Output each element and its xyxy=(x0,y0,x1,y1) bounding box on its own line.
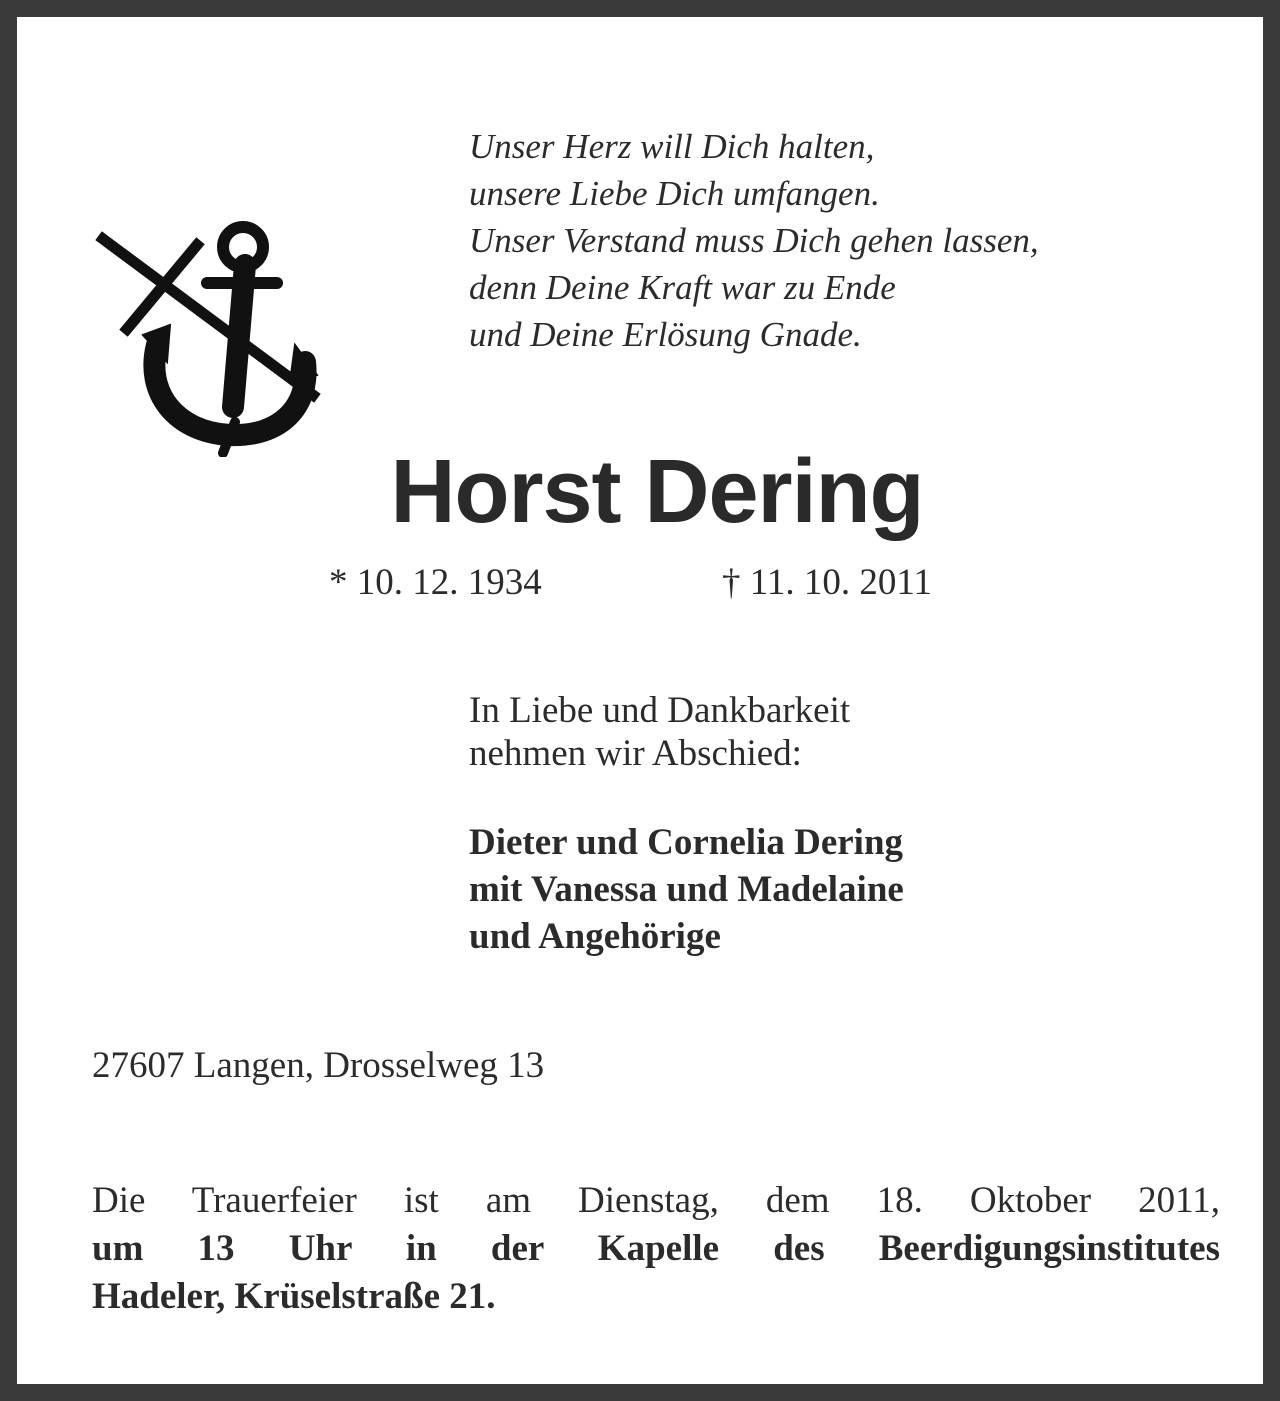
poem-line: Unser Herz will Dich halten, xyxy=(469,127,875,166)
death-date: † 11. 10. 2011 xyxy=(722,562,933,603)
poem-line: und Deine Erlösung Gnade. xyxy=(469,315,862,354)
farewell-line: nehmen wir Abschied: xyxy=(469,733,802,774)
farewell-text xyxy=(469,689,850,775)
mourner-line: Dieter und Cornelia Dering xyxy=(469,822,904,863)
service-line: um 13 Uhr in der Kapelle des Beerdigungsinstitutes xyxy=(92,1228,1220,1269)
anchor-cross-icon xyxy=(95,217,325,457)
service-line: Hadeler, Krüselstraße 21. xyxy=(92,1276,496,1317)
service-line: Die Trauerfeier ist am Dienstag, dem 18. Oktober 2011, xyxy=(92,1180,1220,1221)
birth-date: * 10. 12. 1934 xyxy=(329,562,542,603)
deceased-name: Horst Dering xyxy=(390,442,924,542)
poem-line: unsere Liebe Dich umfangen. xyxy=(469,174,880,213)
funeral-service-info xyxy=(92,1177,1220,1321)
family-address: 27607 Langen, Drosselweg 13 xyxy=(92,1045,545,1086)
mourners-list xyxy=(469,819,904,960)
mourner-line: mit Vanessa und Madelaine xyxy=(469,869,904,910)
farewell-line: In Liebe und Dankbarkeit xyxy=(469,690,851,731)
memorial-poem xyxy=(469,123,1229,358)
mourner-line: und Angehörige xyxy=(469,916,721,957)
poem-line: denn Deine Kraft war zu Ende xyxy=(469,268,896,307)
poem-line: Unser Verstand muss Dich gehen lassen, xyxy=(469,221,1039,260)
